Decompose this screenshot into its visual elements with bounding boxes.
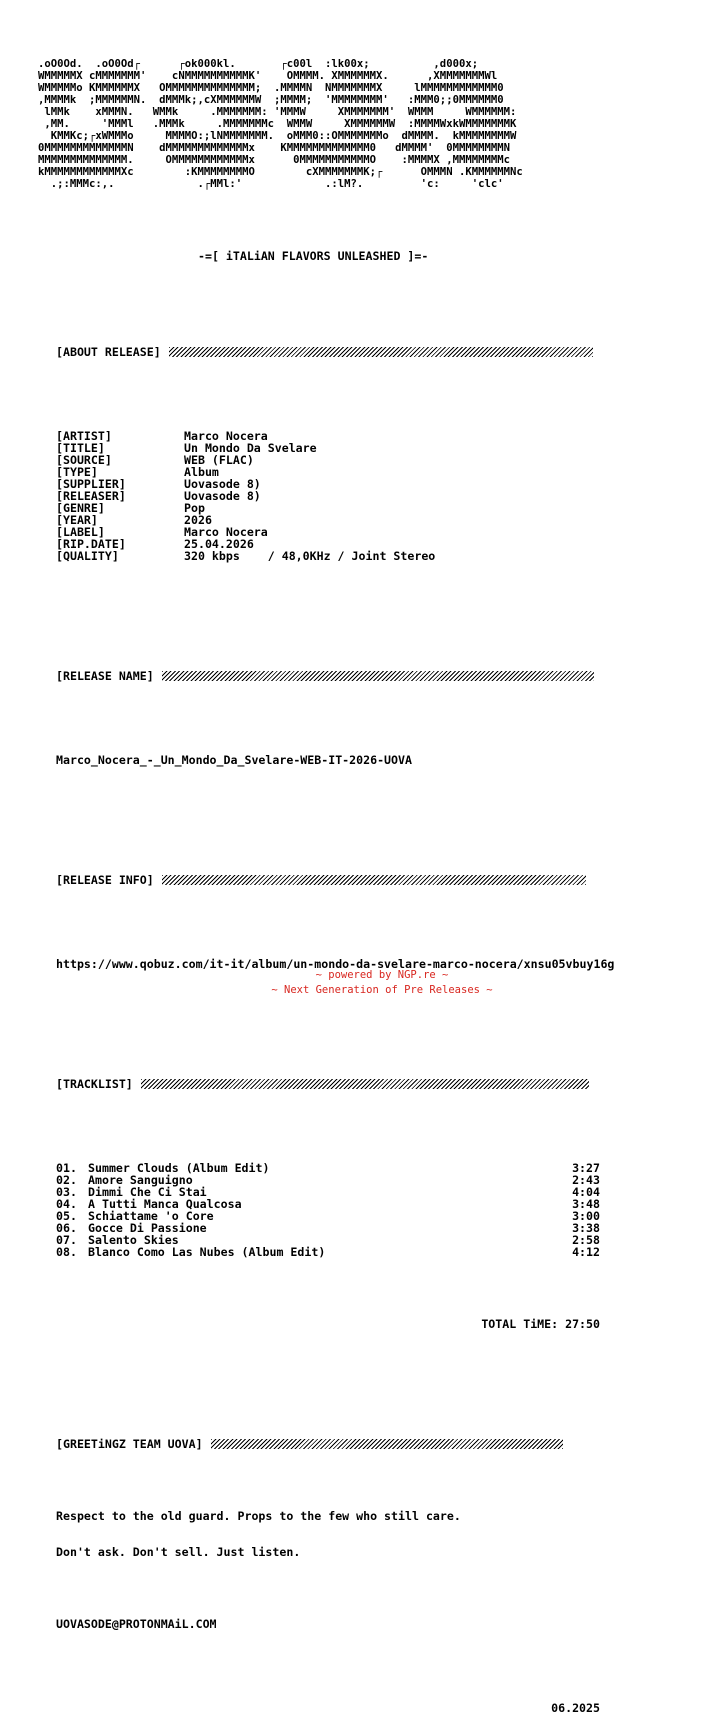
logo-line: 0MMMMMMMMMMMMMN dMMMMMMMMMMMMMx KMMMMMMMMMMMMM0 dMMMM' 0MMMMMMMMN	[38, 142, 510, 154]
track-length: 4:04	[572, 1185, 600, 1199]
about-key: [LABEL]	[56, 525, 105, 539]
about-row	[40, 466, 700, 478]
about-release-list	[40, 430, 700, 562]
track-row	[40, 1234, 600, 1246]
logo-line: lMMk xMMMN. WMMk .MMMMMMM: 'MMMW XMMMMMMM' WMMM WMMMMMM:	[38, 106, 517, 118]
track-title: Gocce Di Passione	[88, 1221, 207, 1235]
about-row	[40, 502, 700, 514]
about-value: WEB (FLAC)	[184, 453, 254, 467]
track-length: 2:43	[572, 1173, 600, 1187]
about-key: [GENRE]	[56, 501, 105, 515]
track-length: 3:27	[572, 1161, 600, 1175]
release-date: 06.2025	[551, 1701, 600, 1715]
about-row	[40, 514, 700, 526]
ascii-logo	[38, 58, 700, 190]
track-num: 08.	[56, 1245, 77, 1259]
track-length: 4:12	[572, 1245, 600, 1259]
section-label: [RELEASE INFO]	[56, 873, 154, 887]
tracklist	[40, 1162, 700, 1258]
about-key: [RIP.DATE]	[56, 537, 126, 551]
track-row	[40, 1186, 600, 1198]
tagline: -=[ iTALiAN FLAVORS UNLEASHED ]=-	[198, 249, 429, 263]
logo-line: ,MM. 'MMMl .MMMk .MMMMMMMc WMMW XMMMMMMW :MMMMWxkWMMMMMMMK	[38, 118, 517, 130]
about-row	[40, 430, 700, 442]
about-value: Pop	[184, 501, 205, 515]
about-value: 2026	[184, 513, 212, 527]
about-value: Uovasode 8)	[184, 489, 261, 503]
section-header-release-info	[40, 874, 700, 886]
track-title: Dimmi Che Ci Stai	[88, 1185, 207, 1199]
track-title: Summer Clouds (Album Edit)	[88, 1161, 270, 1175]
footer	[0, 968, 704, 998]
logo-line: WMMMMMX cMMMMMMM' cNMMMMMMMMMMK' OMMMM. XMMMMMMX. ,XMMMMMMMWl	[38, 70, 498, 82]
about-key: [QUALITY]	[56, 549, 119, 563]
track-length: 2:58	[572, 1233, 600, 1247]
section-header-greetings	[40, 1438, 700, 1450]
track-row	[40, 1174, 600, 1186]
section-header-tracklist	[40, 1078, 700, 1090]
track-title: A Tutti Manca Qualcosa	[88, 1197, 242, 1211]
about-key: [SUPPLIER]	[56, 477, 126, 491]
contact-email[interactable]: UOVASODE@PROTONMAiL.COM	[56, 1617, 217, 1631]
section-label: [RELEASE NAME]	[56, 669, 154, 683]
about-value: Uovasode 8)	[184, 477, 261, 491]
track-title: Blanco Como Las Nubes (Album Edit)	[88, 1245, 326, 1259]
track-row	[40, 1210, 600, 1222]
logo-line: WMMMMMo KMMMMMMX OMMMMMMMMMMMMMM; .MMMMN NMMMMMMMX lMMMMMMMMMMMM0	[38, 82, 504, 94]
logo-line: KMMKc;┌xWMMMo MMMMO:;lNMMMMMMM. oMMM0::OMMMMMMMo dMMMM. kMMMMMMMMW	[38, 130, 517, 142]
about-value: 25.04.2026	[184, 537, 254, 551]
about-key: [RELEASER]	[56, 489, 126, 503]
logo-line: ,MMMMk ;MMMMMMN. dMMMk;,cXMMMMMMW ;MMMM; 'MMMMMMMM' :MMM0;;0MMMMMM0	[38, 94, 504, 106]
section-header-about	[40, 346, 700, 358]
about-value: Marco Nocera	[184, 525, 268, 539]
hatch-bar	[162, 875, 586, 885]
about-key: [YEAR]	[56, 513, 98, 527]
logo-line: .;:MMMc:,. .┌MMl:' .:lM?. 'c: 'clc'	[38, 178, 504, 190]
section-label: [TRACKLIST]	[56, 1077, 133, 1091]
track-num: 06.	[56, 1221, 77, 1235]
track-row	[40, 1198, 600, 1210]
about-value: 320 kbps / 48,0KHz / Joint Stereo	[184, 549, 436, 563]
hatch-bar	[211, 1439, 563, 1449]
track-title: Schiattame 'o Core	[88, 1209, 214, 1223]
logo-line: .oO0Od. .oO0Od┌ ┌ok000kl. ┌c00l :lk00x; ,d000x;	[38, 58, 479, 70]
about-row	[40, 550, 700, 562]
track-row	[40, 1222, 600, 1234]
about-row	[40, 454, 700, 466]
track-num: 03.	[56, 1185, 77, 1199]
footer-powered-by[interactable]: ~ powered by NGP.re ~	[315, 969, 449, 981]
track-title: Salento Skies	[88, 1233, 179, 1247]
footer-tagline: ~ Next Generation of Pre Releases ~	[271, 984, 493, 996]
about-value: Un Mondo Da Svelare	[184, 441, 317, 455]
hatch-bar	[162, 671, 594, 681]
nfo-document	[40, 34, 700, 1726]
greeting-line: Respect to the old guard. Props to the few who still care.	[56, 1509, 461, 1523]
section-label: [ABOUT RELEASE]	[56, 345, 161, 359]
about-row	[40, 478, 700, 490]
section-label: [GREETiNGZ TEAM UOVA]	[56, 1437, 203, 1451]
about-key: [TYPE]	[56, 465, 98, 479]
about-key: [ARTIST]	[56, 429, 112, 443]
about-row	[40, 442, 700, 454]
about-row	[40, 526, 700, 538]
about-value: Marco Nocera	[184, 429, 268, 443]
track-row	[40, 1162, 600, 1174]
about-value: Album	[184, 465, 219, 479]
about-key: [SOURCE]	[56, 453, 112, 467]
track-num: 01.	[56, 1161, 77, 1175]
release-info-url[interactable]: https://www.qobuz.com/it-it/album/un-mondo-da-svelare-marco-nocera/xnsu05vbuy16g	[56, 957, 615, 971]
track-title: Amore Sanguigno	[88, 1173, 193, 1187]
track-num: 02.	[56, 1173, 77, 1187]
track-row	[40, 1246, 600, 1258]
track-length: 3:00	[572, 1209, 600, 1223]
logo-line: MMMMMMMMMMMMMM. OMMMMMMMMMMMMx 0MMMMMMMMMMMO :MMMMX ,MMMMMMMMc	[38, 154, 510, 166]
total-time: TOTAL TiME: 27:50	[481, 1317, 600, 1331]
hatch-bar	[169, 347, 593, 357]
section-header-release-name	[40, 670, 700, 682]
track-num: 04.	[56, 1197, 77, 1211]
greeting-line: Don't ask. Don't sell. Just listen.	[56, 1545, 301, 1559]
track-length: 3:48	[572, 1197, 600, 1211]
logo-line: kMMMMMMMMMMMMXc :KMMMMMMMMO cXMMMMMMMK;┌ OMMMN .KMMMMMMNc	[38, 166, 523, 178]
about-row	[40, 490, 700, 502]
track-num: 05.	[56, 1209, 77, 1223]
hatch-bar	[141, 1079, 589, 1089]
about-key: [TITLE]	[56, 441, 105, 455]
track-num: 07.	[56, 1233, 77, 1247]
track-length: 3:38	[572, 1221, 600, 1235]
release-name: Marco_Nocera_-_Un_Mondo_Da_Svelare-WEB-IT-2026-UOVA	[56, 753, 412, 767]
